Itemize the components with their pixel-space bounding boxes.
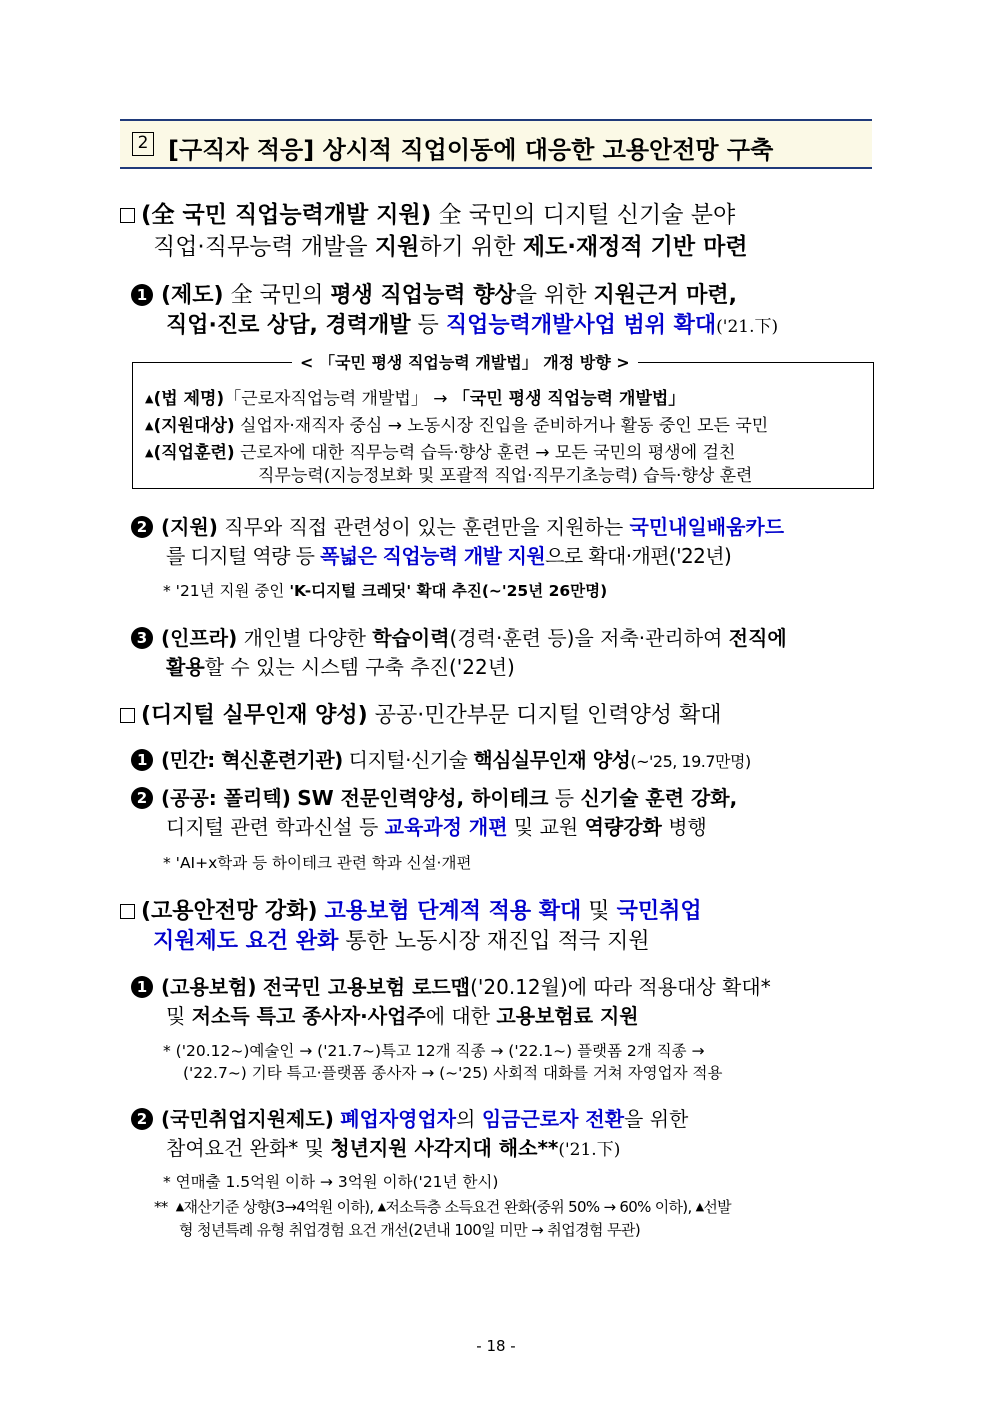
text: 고용보험 단계적 적용 확대 xyxy=(324,899,582,924)
text: ('21.下) xyxy=(558,1140,621,1160)
block1-heading-text: 全 국민의 디지털 신기술 분야 xyxy=(438,202,736,228)
block2-item2-line2 xyxy=(166,811,707,840)
text: ('21.下) xyxy=(716,317,779,337)
text: 으로 확대·개편('22년) xyxy=(545,544,732,568)
text: 국민취업 xyxy=(616,899,702,924)
text: 전국민 고용보험 로드맵 xyxy=(262,975,471,999)
item-label: (지원) xyxy=(161,515,218,539)
text: 지원제도 요건 완화 xyxy=(153,929,339,954)
text: 를 디지털 역량 등 xyxy=(166,544,321,568)
triangle-bullet-icon: ▲ xyxy=(695,1200,704,1213)
reform-row3-cont: 직무능력(지능정보화 및 포괄적 직업·직무기초능력) 습득·향상 훈련 xyxy=(258,466,753,486)
number-circle-icon: 2 xyxy=(131,787,153,809)
reform-row1 xyxy=(145,384,685,409)
text: 역량강화 xyxy=(584,815,662,839)
text: 청년지원 사각지대 해소** xyxy=(330,1136,559,1160)
text: * '21년 지원 중인 xyxy=(163,582,290,600)
text: 하기 위한 xyxy=(419,234,523,260)
item-label: (고용보험) xyxy=(161,975,257,999)
text: 직업·직무능력 개발을 xyxy=(153,234,375,260)
text: SW 전문인력양성, 하이테크 xyxy=(297,786,549,810)
block3-heading-label: (고용안전망 강화) xyxy=(141,899,318,924)
text: 병행 xyxy=(661,815,707,839)
text: 직업능력개발사업 범위 확대 xyxy=(445,313,717,338)
text: 선발 xyxy=(703,1198,731,1216)
text: 참여요건 완화* 및 xyxy=(166,1136,331,1160)
text: ('20.12월)에 따라 적용대상 확대* xyxy=(470,975,771,999)
triangle-bullet-icon: ▲ xyxy=(377,1200,386,1213)
block3-item2-note1: * 연매출 1.5억원 이하 → 3억원 이하('21년 한시) xyxy=(163,1173,499,1191)
text: 직무와 직접 관련성이 있는 훈련만을 지원하는 xyxy=(224,515,630,539)
text: 'K-디지털 크레딧' 확대 추진(~'25년 26만명) xyxy=(289,582,608,600)
block1-item3-line1 xyxy=(131,622,787,651)
text: (지원대상) xyxy=(153,416,235,436)
text: 평생 직업능력 향상 xyxy=(330,283,516,308)
text: 할 수 있는 시스템 구축 추진('22년) xyxy=(204,655,515,679)
block1-item1-line2 xyxy=(166,308,778,339)
text: (~'25, 19.7만명) xyxy=(630,752,751,771)
item-label: (인프라) xyxy=(161,626,238,650)
text: 학습이력 xyxy=(372,626,450,650)
text: 및 xyxy=(166,1004,192,1028)
item-label: (공공: 폴리텍) xyxy=(161,786,291,810)
text: 국민내일배움카드 xyxy=(629,515,785,539)
text: 저소득층 소득요건 완화(중위 50% → 60% 이하), xyxy=(385,1198,692,1216)
reform-row2 xyxy=(145,411,768,436)
text: 전직에 xyxy=(728,626,787,650)
block3-item1-line2 xyxy=(166,1000,639,1029)
block3-item1-line1 xyxy=(131,971,771,1000)
text: 폐업자영업자 xyxy=(340,1107,457,1131)
block3-item2-note3: 형 청년특례 유형 취업경험 요건 개선(2년내 100일 미만 → 취업경험 무관) xyxy=(179,1221,641,1239)
text: 등 xyxy=(410,313,446,338)
text: 에 대한 xyxy=(425,1004,497,1028)
text: (경력·훈련 등)을 저축·관리하여 xyxy=(449,626,729,650)
block2-heading-label: (디지털 실무인재 양성) xyxy=(141,703,368,728)
page-number: - 18 - xyxy=(476,1337,516,1355)
block1-heading-line2 xyxy=(153,228,748,261)
section-title: [구직자 적응] 상시적 직업이동에 대응한 고용안전망 구축 xyxy=(168,136,774,164)
text: 디지털·신기술 xyxy=(348,748,474,772)
block3-item2-note2 xyxy=(154,1196,731,1217)
text: 제도·재정적 기반 마련 xyxy=(522,234,748,260)
text: 교육과정 개편 xyxy=(384,815,508,839)
block3-item1-note2: ('22.7~) 기타 특고·플랫폼 종사자 → (~'25) 사회적 대화를 거쳐 자영업자 적용 xyxy=(183,1064,723,1082)
text: 「국민 평생 직업능력 개발법」 xyxy=(452,389,686,409)
block3-item2-line1 xyxy=(131,1103,688,1132)
number-circle-icon: 2 xyxy=(131,516,153,538)
number-circle-icon: 1 xyxy=(131,284,153,306)
square-bullet-icon xyxy=(120,904,135,919)
reform-row3 xyxy=(145,438,735,463)
item-label: (민간: 혁신훈련기관) xyxy=(161,748,343,772)
section-header xyxy=(120,119,872,169)
block1-heading-line1 xyxy=(120,196,735,229)
text: 개인별 다양한 xyxy=(243,626,373,650)
text: 직업·진로 상담, 경력개발 xyxy=(166,313,411,338)
text: 재산기준 상향(3→4억원 이하), xyxy=(183,1198,374,1216)
block3-heading-line1 xyxy=(120,894,702,925)
block1-item2-line2 xyxy=(166,540,731,569)
text: 통한 노동시장 재진입 적극 지원 xyxy=(338,929,650,954)
number-circle-icon: 2 xyxy=(131,1108,153,1130)
block1-item2-note xyxy=(163,579,607,601)
block2-item1 xyxy=(131,744,751,773)
reform-box-title: < 「국민 평생 직업능력 개발법」 개정 방향 > xyxy=(292,350,638,373)
text: 을 위한 xyxy=(515,283,594,308)
block3-heading-line2 xyxy=(153,924,650,955)
item-label: (국민취업지원제도) xyxy=(161,1107,334,1131)
text: (법 제명) xyxy=(153,389,225,409)
text: 근로자에 대한 직무능력 습득·향상 훈련 → 모든 국민의 평생에 걸친 xyxy=(240,443,736,463)
text: 지원 xyxy=(374,234,420,260)
block1-heading-label: (全 국민 직업능력개발 지원) xyxy=(141,202,432,228)
square-bullet-icon xyxy=(120,708,135,723)
text: 및 xyxy=(581,899,617,924)
block3-item1-note1: * ('20.12~)예술인 → ('21.7~)특고 12개 직종 → ('22.1~) 플랫폼 2개 직종 → xyxy=(163,1042,705,1060)
triangle-bullet-icon: ▲ xyxy=(145,446,154,459)
number-circle-icon: 1 xyxy=(131,976,153,998)
block3-item2-line2 xyxy=(166,1132,620,1161)
text: 을 위한 xyxy=(624,1107,689,1131)
text: 의 xyxy=(456,1107,482,1131)
text: 핵심실무인재 양성 xyxy=(473,748,631,772)
text: 폭넓은 직업능력 개발 지원 xyxy=(320,544,546,568)
text: (직업훈련) xyxy=(153,443,235,463)
text: 지원근거 마련, xyxy=(593,283,737,308)
block2-heading xyxy=(120,698,721,729)
block2-item2-line1 xyxy=(131,782,737,811)
text: 全 국민의 xyxy=(230,283,331,308)
block1-item1-line1 xyxy=(131,278,737,309)
text: 활용 xyxy=(166,655,205,679)
text: 및 교원 xyxy=(507,815,585,839)
square-bullet-icon xyxy=(120,208,135,223)
block2-item2-note: * 'AI+x학과 등 하이테크 관련 학과 신설·개편 xyxy=(163,854,472,872)
text: 「근로자직업능력 개발법」 → xyxy=(224,389,453,409)
block1-item3-line2 xyxy=(166,651,515,680)
text: 고용보험료 지원 xyxy=(496,1004,639,1028)
text: 등 xyxy=(548,786,581,810)
text: 임금근로자 전환 xyxy=(481,1107,625,1131)
triangle-bullet-icon: ▲ xyxy=(175,1200,184,1213)
text: 실업자·재직자 중심 → 노동시장 진입을 준비하거나 활동 중인 모든 국민 xyxy=(240,416,769,436)
item-label: (제도) xyxy=(161,283,224,308)
triangle-bullet-icon: ▲ xyxy=(145,419,154,432)
text: 공공·민간부문 디지털 인력양성 확대 xyxy=(374,703,722,728)
number-circle-icon: 1 xyxy=(131,749,153,771)
text: 신기술 훈련 강화, xyxy=(580,786,738,810)
text: ** xyxy=(154,1198,168,1216)
number-circle-icon: 3 xyxy=(131,627,153,649)
text: 저소득 특고 종사자·사업주 xyxy=(191,1004,426,1028)
section-number: 2 xyxy=(132,132,154,156)
triangle-bullet-icon: ▲ xyxy=(145,392,154,405)
text: 디지털 관련 학과신설 등 xyxy=(166,815,385,839)
block1-item2-line1 xyxy=(131,511,784,540)
